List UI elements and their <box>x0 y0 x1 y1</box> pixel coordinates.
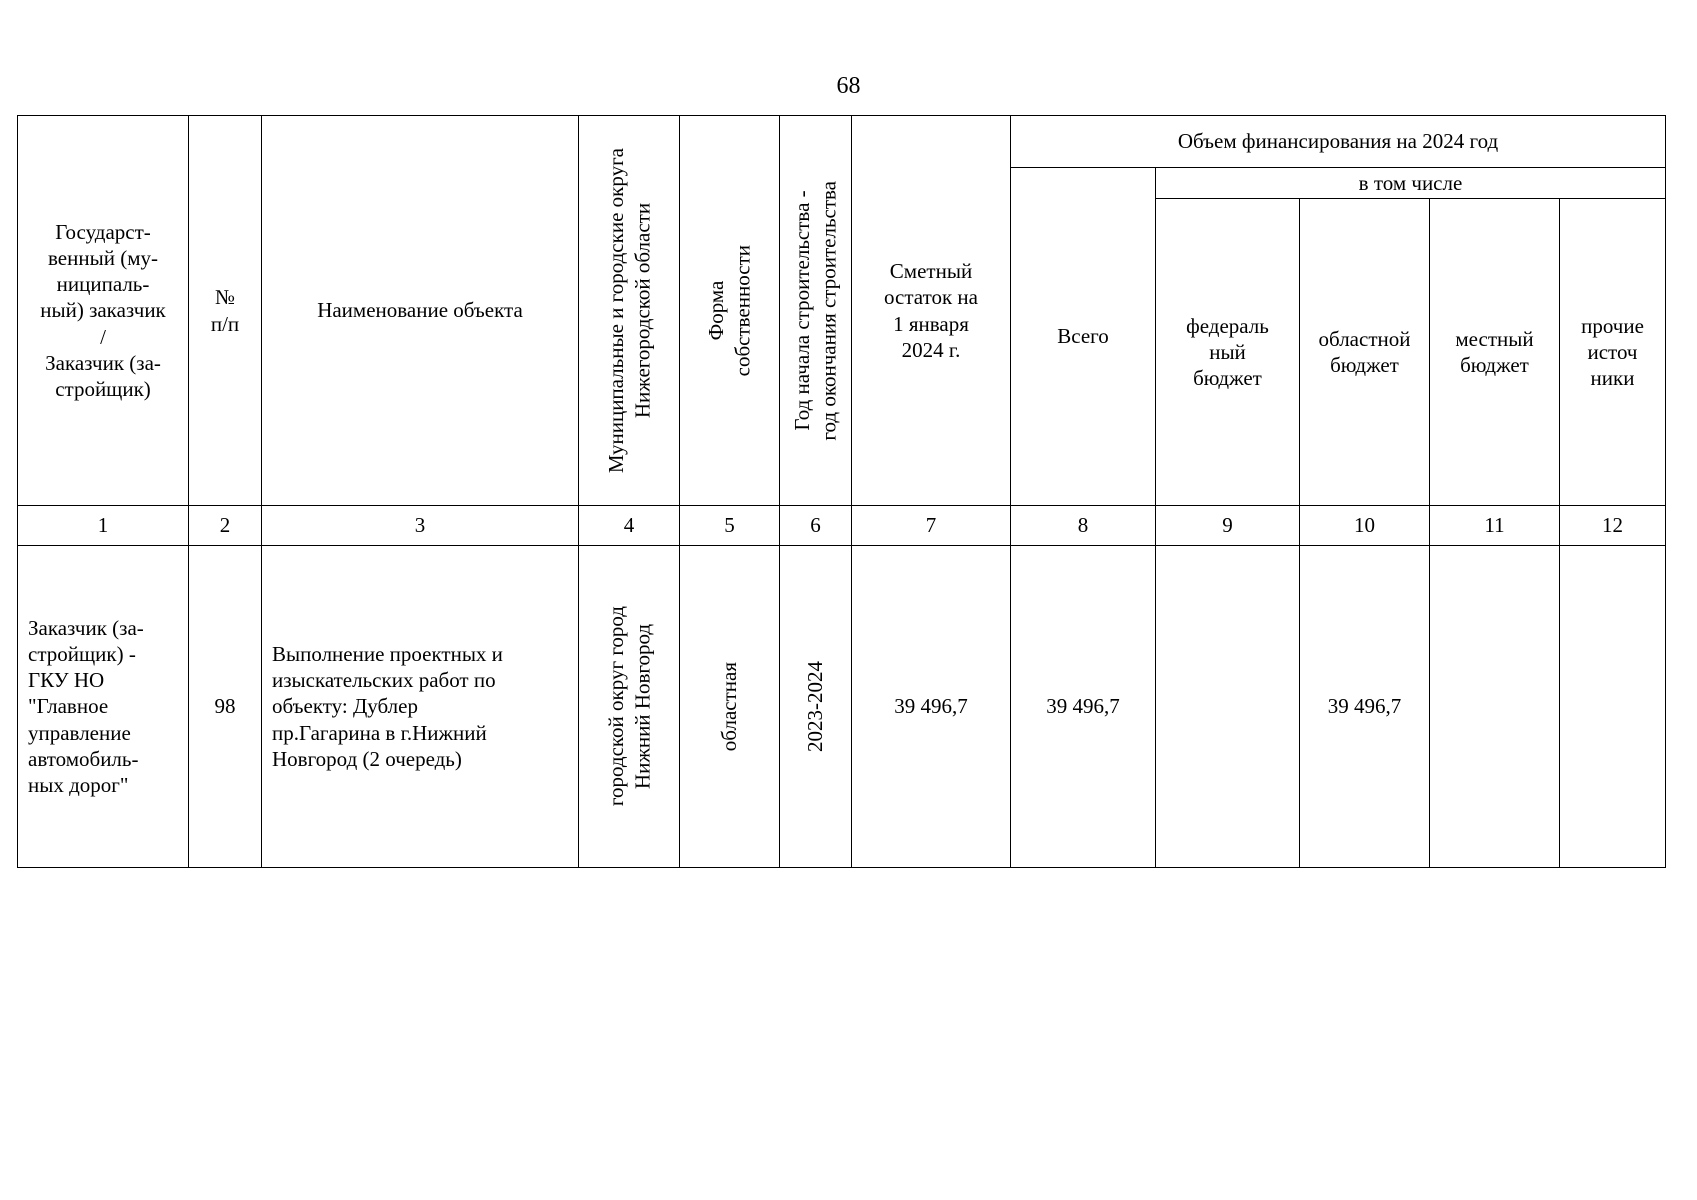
column-number: 11 <box>1430 506 1560 546</box>
row-regional: 39 496,7 <box>1300 546 1430 868</box>
header-object-name: Наименование объекта <box>262 116 579 506</box>
row-customer: Заказчик (за- стройщик) - ГКУ НО "Главное управление автомобиль- ных дорог" <box>18 546 189 868</box>
header-other: прочие источ ники <box>1560 199 1666 506</box>
column-number: 6 <box>780 506 852 546</box>
header-customer: Государст- венный (му- ниципаль- ный) заказчик / Заказчик (за- стройщик) <box>18 116 189 506</box>
header-years: Год начала строительства - год окончания строительства <box>790 180 841 441</box>
header-number: № п/п <box>189 116 262 506</box>
table-row <box>18 546 1666 868</box>
row-object-name: Выполнение проектных и изыскательских работ по объекту: Дублер пр.Гагарина в г.Нижний Новгород (2 очередь) <box>262 546 579 868</box>
row-other <box>1560 546 1666 868</box>
header-federal: федераль ный бюджет <box>1156 199 1300 506</box>
header-ownership: Форма собственности <box>704 244 755 377</box>
header-municipality: Муниципальные и городские округа Нижегородской области <box>603 147 654 474</box>
header-funding-group: Объем финансирования на 2024 год <box>1011 116 1666 168</box>
column-number: 12 <box>1560 506 1666 546</box>
column-number: 5 <box>680 506 780 546</box>
column-number: 1 <box>18 506 189 546</box>
column-number: 7 <box>852 506 1011 546</box>
header-including: в том числе <box>1156 168 1666 199</box>
row-total: 39 496,7 <box>1011 546 1156 868</box>
header-municipality-cell <box>579 116 680 506</box>
column-number: 4 <box>579 506 680 546</box>
column-number: 2 <box>189 506 262 546</box>
row-number: 98 <box>189 546 262 868</box>
row-municipality-cell <box>579 546 680 868</box>
header-ownership-cell <box>680 116 780 506</box>
column-number: 9 <box>1156 506 1300 546</box>
header-years-cell <box>780 116 852 506</box>
row-ownership-cell <box>680 546 780 868</box>
column-number: 8 <box>1011 506 1156 546</box>
row-local <box>1430 546 1560 868</box>
row-years-cell <box>780 546 852 868</box>
row-ownership: областная <box>717 661 742 752</box>
header-estimate-balance: Сметный остаток на 1 января 2024 г. <box>852 116 1011 506</box>
row-federal <box>1156 546 1300 868</box>
row-municipality: городской округ город Нижний Новгород <box>603 606 654 807</box>
header-total: Всего <box>1011 168 1156 506</box>
header-local: местный бюджет <box>1430 199 1560 506</box>
page-number: 68 <box>836 73 861 99</box>
financing-table <box>17 115 1666 868</box>
header-regional: областной бюджет <box>1300 199 1430 506</box>
column-number: 10 <box>1300 506 1430 546</box>
row-estimate-balance: 39 496,7 <box>852 546 1011 868</box>
row-years: 2023-2024 <box>803 661 828 752</box>
column-number: 3 <box>262 506 579 546</box>
